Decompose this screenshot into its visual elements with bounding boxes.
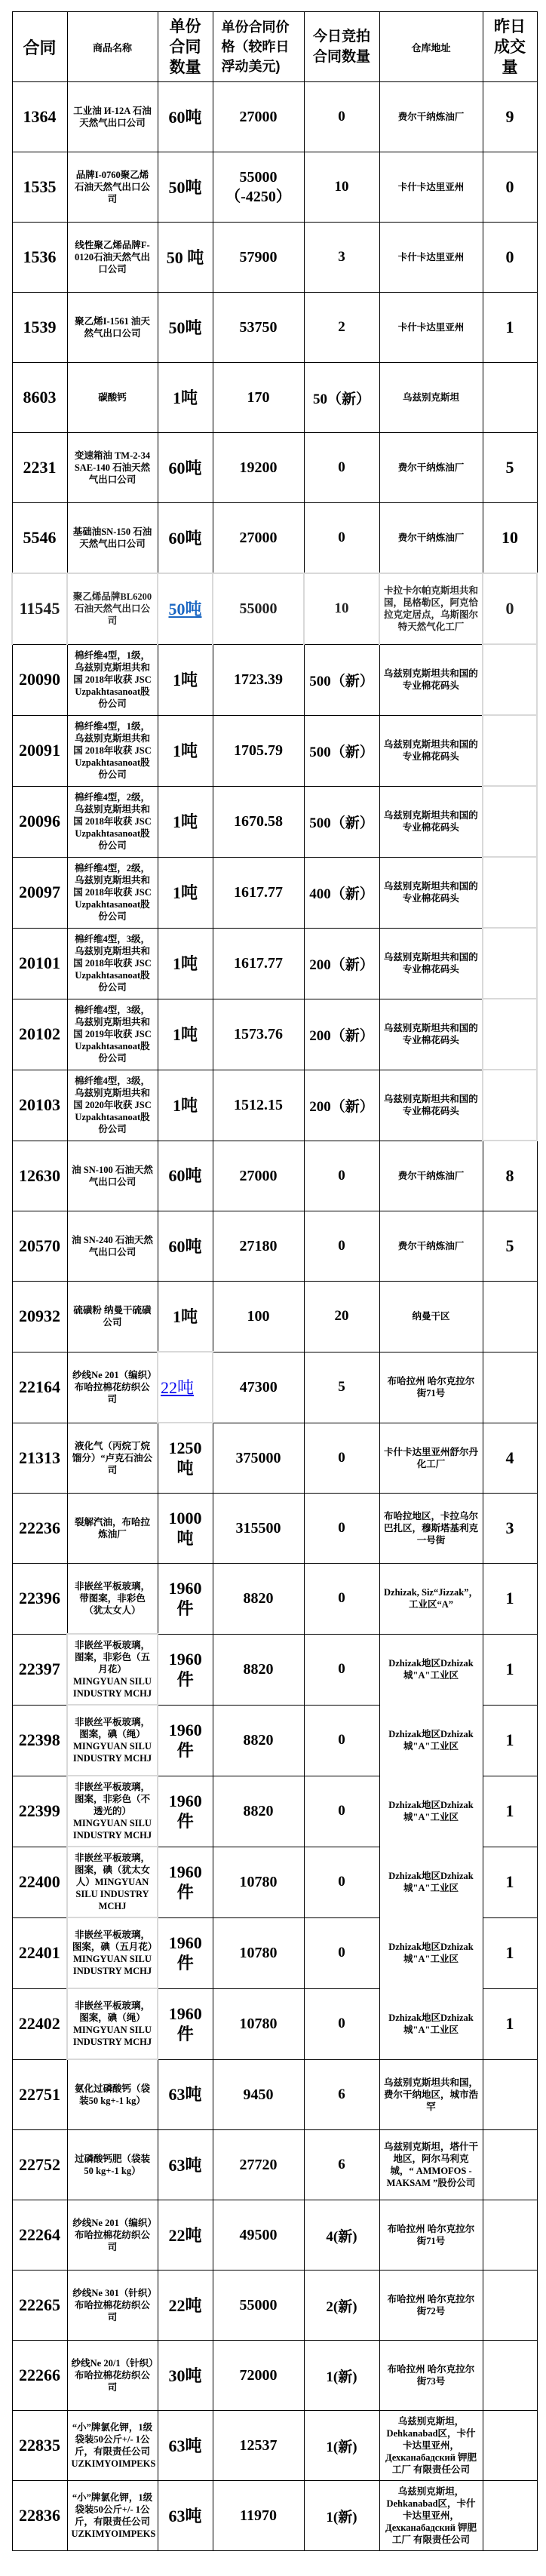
today-lot-count: 6: [304, 2130, 379, 2200]
unit-price: 8820: [213, 1776, 304, 1847]
table-row: [12, 2130, 537, 2200]
contract-number: 2231: [12, 433, 67, 503]
yesterday-volume: [483, 2059, 537, 2130]
unit-quantity: 1吨: [158, 786, 213, 857]
unit-price: 8820: [213, 1564, 304, 1635]
unit-quantity: 1960件: [158, 1705, 213, 1776]
table-row: [12, 2411, 537, 2481]
today-lot-count: 10: [304, 152, 379, 223]
today-lot-count: 1(新): [304, 2341, 379, 2411]
today-lot-count: 0: [304, 1423, 379, 1494]
today-lot-count: 20: [304, 1282, 379, 1352]
unit-quantity: 1960件: [158, 1988, 213, 2059]
contract-number: 11545: [12, 573, 67, 644]
unit-quantity: 63吨: [158, 2481, 213, 2551]
table-row: [12, 857, 537, 928]
product-name: 基础油SN-150 石油天然气出口公司: [67, 503, 158, 574]
product-name: 棉纤维4型，3级，乌兹别克斯坦共和国 2020年收获 JSC Uzpakhtasanoat股份公司: [67, 1070, 158, 1141]
yesterday-volume: 9: [483, 82, 537, 152]
contract-number: 1364: [12, 82, 67, 152]
yesterday-volume: [483, 2200, 537, 2271]
unit-quantity: 1960件: [158, 1776, 213, 1847]
table-row: [12, 1070, 537, 1141]
yesterday-volume: 1: [483, 1776, 537, 1847]
table-row: [12, 1494, 537, 1564]
warehouse-address: 布哈拉州 哈尔克拉尔街72号: [379, 2271, 483, 2341]
today-lot-count: 500（新）: [304, 715, 379, 786]
contract-number: 22397: [12, 1634, 67, 1705]
contract-number: 20101: [12, 928, 67, 999]
unit-quantity: 60吨: [158, 503, 213, 574]
yesterday-volume: 1: [483, 1634, 537, 1705]
yesterday-volume: [483, 857, 537, 928]
contract-number: 22400: [12, 1847, 67, 1917]
yesterday-volume: [483, 2481, 537, 2551]
product-name: 变速箱油 TM-2-34 SAE-140 石油天然气出口公司: [67, 433, 158, 503]
unit-quantity: 1960件: [158, 1634, 213, 1705]
unit-quantity: 1960件: [158, 1917, 213, 1988]
contract-number: 20932: [12, 1282, 67, 1352]
today-lot-count: 200（新）: [304, 999, 379, 1070]
table-row: [12, 928, 537, 999]
product-name: 线性聚乙烯品牌F-0120石油天然气出口公司: [67, 223, 158, 293]
yesterday-volume: [483, 2411, 537, 2481]
today-lot-count: 0: [304, 1705, 379, 1776]
table-row: [12, 1423, 537, 1494]
table-row: [12, 2200, 537, 2271]
product-name: 非嵌丝平板玻璃，图案，非彩色（不透光的）MINGYUAN SILU INDUSTRY MCHJ: [67, 1776, 158, 1847]
product-name: 非嵌丝平板玻璃，图案，碘（绳）MINGYUAN SILU INDUSTRY MCHJ: [67, 1705, 158, 1776]
yesterday-volume: [483, 1352, 537, 1423]
product-name: 油 SN-240 石油天然气出口公司: [67, 1211, 158, 1282]
yesterday-volume: 10: [483, 503, 537, 574]
unit-quantity: 60吨: [158, 433, 213, 503]
contract-number: 22236: [12, 1494, 67, 1564]
contract-number: 22836: [12, 2481, 67, 2551]
today-lot-count: 200（新）: [304, 1070, 379, 1141]
warehouse-address: 布哈拉州 哈尔克拉尔街73号: [379, 2341, 483, 2411]
warehouse-address: Dzhizak地区Dzhizak城"A"工业区: [379, 1634, 483, 1705]
yesterday-volume: [483, 2130, 537, 2200]
contract-number: 20091: [12, 715, 67, 786]
unit-price: 1723.39: [213, 644, 304, 715]
unit-price: 53750: [213, 293, 304, 363]
table-row: [12, 2271, 537, 2341]
warehouse-address: 纳曼干区: [379, 1282, 483, 1352]
table-row: [12, 2481, 537, 2551]
product-name: 纱线Ne 201（编织）布哈拉棉花纺织公司: [67, 1352, 158, 1423]
product-name: 聚乙烯品牌BL6200石油天然气出口公司: [67, 573, 158, 644]
yesterday-volume: 5: [483, 1211, 537, 1282]
unit-quantity: 1吨: [158, 363, 213, 433]
unit-price: 1670.58: [213, 786, 304, 857]
contract-number: 20096: [12, 786, 67, 857]
today-lot-count: 0: [304, 1988, 379, 2059]
warehouse-address: 卡拉卡尔帕克斯坦共和国，昆格勒区，阿克恰拉克定居点，乌斯图尔特天然气化工厂: [379, 573, 483, 644]
today-lot-count: 4(新): [304, 2200, 379, 2271]
table-row: [12, 82, 537, 152]
product-name: 纱线Ne 201（编织）布哈拉棉花纺织公司: [67, 2200, 158, 2271]
today-lot-count: 2(新): [304, 2271, 379, 2341]
today-lot-count: 200（新）: [304, 928, 379, 999]
today-lot-count: 0: [304, 1494, 379, 1564]
quantity-link[interactable]: 22吨: [161, 1377, 195, 1397]
unit-quantity: 1吨: [158, 928, 213, 999]
warehouse-address: 乌兹别克斯坦共和国的专业棉花码头: [379, 1070, 483, 1141]
header-product-name: 商品名称: [67, 12, 158, 82]
product-name: 油 SN-100 石油天然气出口公司: [67, 1141, 158, 1211]
header-row: [12, 12, 537, 82]
unit-price: 49500: [213, 2200, 304, 2271]
contract-number: 1539: [12, 293, 67, 363]
today-lot-count: 3: [304, 223, 379, 293]
unit-price: 47300: [213, 1352, 304, 1423]
table-row: [12, 1282, 537, 1352]
table-row: [12, 363, 537, 433]
contract-number: 22751: [12, 2059, 67, 2130]
header-unit-quantity: 单份合同数量: [158, 12, 213, 82]
product-name: 工业油 И-12A 石油天然气出口公司: [67, 82, 158, 152]
yesterday-volume: [483, 715, 537, 786]
unit-quantity: 63吨: [158, 2059, 213, 2130]
warehouse-address: 乌兹别克斯坦，塔什干地区，阿尔马利克城，“ AMMOFOS - MAKSAM ”股份公司: [379, 2130, 483, 2200]
warehouse-address: 费尔干纳炼油厂: [379, 1141, 483, 1211]
unit-price: 57900: [213, 223, 304, 293]
table-row: [12, 2059, 537, 2130]
contract-number: 22396: [12, 1564, 67, 1635]
contract-number: 8603: [12, 363, 67, 433]
product-name: 非嵌丝平板玻璃，图案，非彩色（五月花）MINGYUAN SILU INDUSTRY MCHJ: [67, 1634, 158, 1705]
contract-number: 20090: [12, 644, 67, 715]
warehouse-address: 乌兹别克斯坦共和国的专业棉花码头: [379, 644, 483, 715]
table-row: [12, 1705, 537, 1776]
warehouse-address: 费尔干纳炼油厂: [379, 503, 483, 574]
unit-price: 27180: [213, 1211, 304, 1282]
table-row: [12, 223, 537, 293]
unit-quantity: 1960件: [158, 1847, 213, 1917]
unit-quantity: 50吨: [158, 293, 213, 363]
yesterday-volume: [483, 2341, 537, 2411]
yesterday-volume: [483, 786, 537, 857]
warehouse-address: 乌兹别克斯坦，Dehkanabad区，卡什卡达里亚州，Дехканабадский 钾肥工厂 有限责任公司: [379, 2411, 483, 2481]
contract-number: 20102: [12, 999, 67, 1070]
unit-quantity: [158, 1352, 213, 1423]
yesterday-volume: 1: [483, 1564, 537, 1635]
yesterday-volume: [483, 1070, 537, 1141]
table-row: [12, 1988, 537, 2059]
unit-price: 11970: [213, 2481, 304, 2551]
warehouse-address: 乌兹别克斯坦，Dehkanabad区，卡什卡达里亚州，Дехканабадский 钾肥工厂 有限责任公司: [379, 2481, 483, 2551]
today-lot-count: 400（新）: [304, 857, 379, 928]
unit-price: 10780: [213, 1847, 304, 1917]
table-row: [12, 293, 537, 363]
yesterday-volume: 1: [483, 1705, 537, 1776]
warehouse-address: 卡什卡达里亚州: [379, 293, 483, 363]
unit-quantity: 1吨: [158, 1070, 213, 1141]
unit-price: 315500: [213, 1494, 304, 1564]
unit-price: 8820: [213, 1634, 304, 1705]
unit-quantity: 1吨: [158, 715, 213, 786]
unit-price: 170: [213, 363, 304, 433]
table-row: [12, 644, 537, 715]
table-row: [12, 1211, 537, 1282]
unit-quantity: 63吨: [158, 2130, 213, 2200]
warehouse-address: 布哈拉州 哈尔克拉尔街71号: [379, 2200, 483, 2271]
today-lot-count: 0: [304, 433, 379, 503]
today-lot-count: 0: [304, 1847, 379, 1917]
today-lot-count: 0: [304, 1634, 379, 1705]
today-lot-count: 0: [304, 1917, 379, 1988]
product-name: 棉纤维4型，1级，乌兹别克斯坦共和国 2018年收获 JSC Uzpakhtasanoat股份公司: [67, 715, 158, 786]
table-row: [12, 1776, 537, 1847]
product-name: 裂解汽油，布哈拉炼油厂: [67, 1494, 158, 1564]
header-warehouse: 仓库地址: [379, 12, 483, 82]
warehouse-address: 乌兹别克斯坦共和国的专业棉花码头: [379, 999, 483, 1070]
unit-quantity: 1960件: [158, 1564, 213, 1635]
table-row: [12, 1847, 537, 1917]
unit-quantity: [158, 573, 213, 644]
yesterday-volume: 0: [483, 152, 537, 223]
today-lot-count: 2: [304, 293, 379, 363]
today-lot-count: 1(新): [304, 2411, 379, 2481]
yesterday-volume: 1: [483, 293, 537, 363]
warehouse-address: 卡什卡达里亚州舒尔丹化工厂: [379, 1423, 483, 1494]
yesterday-volume: 1: [483, 1917, 537, 1988]
product-name: 非嵌丝平板玻璃，图案，碘（犹太女人）MINGYUAN SILU INDUSTRY MCHJ: [67, 1847, 158, 1917]
contract-number: 21313: [12, 1423, 67, 1494]
contract-number: 20103: [12, 1070, 67, 1141]
table-row: [12, 715, 537, 786]
yesterday-volume: 0: [483, 573, 537, 644]
unit-price: 1512.15: [213, 1070, 304, 1141]
unit-quantity: 60吨: [158, 1141, 213, 1211]
unit-price: 10780: [213, 1917, 304, 1988]
unit-price: 9450: [213, 2059, 304, 2130]
unit-quantity: 1250吨: [158, 1423, 213, 1494]
yesterday-volume: 3: [483, 1494, 537, 1564]
yesterday-volume: [483, 644, 537, 715]
warehouse-address: Dzhizak地区Dzhizak城"A"工业区: [379, 1917, 483, 1988]
yesterday-volume: [483, 2271, 537, 2341]
today-lot-count: 50（新）: [304, 363, 379, 433]
warehouse-address: 乌兹别克斯坦: [379, 363, 483, 433]
today-lot-count: 0: [304, 503, 379, 574]
unit-price: 1705.79: [213, 715, 304, 786]
unit-quantity: 22吨: [158, 2200, 213, 2271]
contract-number: 22164: [12, 1352, 67, 1423]
unit-quantity: 1吨: [158, 999, 213, 1070]
warehouse-address: Dzhizak, Siz“Jizzak”，工业区“A”: [379, 1564, 483, 1635]
unit-price: 55000: [213, 573, 304, 644]
warehouse-address: 卡什卡达里亚州: [379, 223, 483, 293]
header-unit-price: 单份合同价格（较昨日浮动美元): [213, 12, 304, 82]
unit-price: 72000: [213, 2341, 304, 2411]
unit-quantity: 1吨: [158, 1282, 213, 1352]
product-name: 非嵌丝平板玻璃，图案，碘（五月花）MINGYUAN SILU INDUSTRY MCHJ: [67, 1917, 158, 1988]
header-today-lots: 今日竞拍合同数量: [304, 12, 379, 82]
table-row: [12, 2341, 537, 2411]
contract-number: 22752: [12, 2130, 67, 2200]
product-name: 非嵌丝平板玻璃，图案，碘（绳）MINGYUAN SILU INDUSTRY MCHJ: [67, 1988, 158, 2059]
yesterday-volume: 8: [483, 1141, 537, 1211]
product-name: 碳酸钙: [67, 363, 158, 433]
yesterday-volume: [483, 999, 537, 1070]
yesterday-volume: 0: [483, 223, 537, 293]
unit-quantity: 1吨: [158, 644, 213, 715]
unit-price: 27000: [213, 503, 304, 574]
contract-number: 22835: [12, 2411, 67, 2481]
unit-price: 1617.77: [213, 928, 304, 999]
contract-number: 22401: [12, 1917, 67, 1988]
warehouse-address: 布哈拉州 哈尔克拉尔街71号: [379, 1352, 483, 1423]
contract-number: 22398: [12, 1705, 67, 1776]
contract-number: 22264: [12, 2200, 67, 2271]
yesterday-volume: [483, 1282, 537, 1352]
unit-price: 55000（-4250）: [213, 152, 304, 223]
contract-number: 1536: [12, 223, 67, 293]
table-row: [12, 999, 537, 1070]
product-name: 纱线Ne 20/1（针织）布哈拉棉花纺织公司: [67, 2341, 158, 2411]
table-row: [12, 1917, 537, 1988]
unit-price: 1573.76: [213, 999, 304, 1070]
warehouse-address: 费尔干纳炼油厂: [379, 82, 483, 152]
product-name: 棉纤维4型，2级，乌兹别克斯坦共和国 2018年收获 JSC Uzpakhtasanoat股份公司: [67, 786, 158, 857]
yesterday-volume: [483, 363, 537, 433]
yesterday-volume: 1: [483, 1988, 537, 2059]
yesterday-volume: [483, 928, 537, 999]
warehouse-address: 费尔干纳炼油厂: [379, 1211, 483, 1282]
unit-quantity: 22吨: [158, 2271, 213, 2341]
today-lot-count: 0: [304, 1776, 379, 1847]
table-row: [12, 1564, 537, 1635]
table-row: [12, 1141, 537, 1211]
warehouse-address: 布哈拉地区，卡拉乌尔巴扎区，穆斯塔基利克一号街: [379, 1494, 483, 1564]
unit-quantity: 63吨: [158, 2411, 213, 2481]
today-lot-count: 500（新）: [304, 786, 379, 857]
product-name: 棉纤维4型，3级，乌兹别克斯坦共和国 2018年收获 JSC Uzpakhtasanoat股份公司: [67, 928, 158, 999]
auction-contracts-table: [11, 11, 538, 2551]
warehouse-address: Dzhizak地区Dzhizak城"A"工业区: [379, 1776, 483, 1847]
product-name: 纱线Ne 301（针织）布哈拉棉花纺织公司: [67, 2271, 158, 2341]
product-name: 棉纤维4型，1级，乌兹别克斯坦共和国 2018年收获 JSC Uzpakhtasanoat股份公司: [67, 644, 158, 715]
product-name: “小”牌氯化钾，1级袋装50公斤+/- 1公斤，有限责任公司UZKIMYOIMPEKS: [67, 2411, 158, 2481]
header-contract: 合同: [12, 12, 67, 82]
product-name: 非嵌丝平板玻璃，带图案，非彩色（犹太女人）: [67, 1564, 158, 1635]
yesterday-volume: 5: [483, 433, 537, 503]
warehouse-address: 乌兹别克斯坦共和国的专业棉花码头: [379, 928, 483, 999]
contract-number: 12630: [12, 1141, 67, 1211]
unit-price: 10780: [213, 1988, 304, 2059]
today-lot-count: 500（新）: [304, 644, 379, 715]
warehouse-address: Dzhizak地区Dzhizak城"A"工业区: [379, 1705, 483, 1776]
header-yesterday-volume: 昨日成交量: [483, 12, 537, 82]
table-row: [12, 1352, 537, 1423]
warehouse-address: Dzhizak地区Dzhizak城"A"工业区: [379, 1988, 483, 2059]
today-lot-count: 5: [304, 1352, 379, 1423]
product-name: 液化气（丙烷丁烷馏分）“卢克石油公司: [67, 1423, 158, 1494]
today-lot-count: 6: [304, 2059, 379, 2130]
contract-number: 20097: [12, 857, 67, 928]
today-lot-count: 0: [304, 82, 379, 152]
unit-quantity: 50吨: [158, 152, 213, 223]
unit-quantity: 1吨: [158, 857, 213, 928]
table-row: [12, 503, 537, 574]
unit-price: 12537: [213, 2411, 304, 2481]
product-name: 棉纤维4型，3级，乌兹别克斯坦共和国 2019年收获 JSC Uzpakhtasanoat股份公司: [67, 999, 158, 1070]
product-name: 品牌I-0760聚乙烯 石油天然气出口公司: [67, 152, 158, 223]
table-row: [12, 786, 537, 857]
unit-quantity: 60吨: [158, 1211, 213, 1282]
today-lot-count: 0: [304, 1141, 379, 1211]
unit-price: 100: [213, 1282, 304, 1352]
unit-quantity: 1000吨: [158, 1494, 213, 1564]
table-row: [12, 1634, 537, 1705]
product-name: 过磷酸钙肥（袋装50 kg+-1 kg）: [67, 2130, 158, 2200]
product-name: 硫磺粉 纳曼干硫磺公司: [67, 1282, 158, 1352]
today-lot-count: 0: [304, 1564, 379, 1635]
table-row: [12, 433, 537, 503]
unit-quantity: 60吨: [158, 82, 213, 152]
today-lot-count: 1(新): [304, 2481, 379, 2551]
unit-price: 27000: [213, 82, 304, 152]
unit-quantity: 30吨: [158, 2341, 213, 2411]
warehouse-address: 乌兹别克斯坦共和国的专业棉花码头: [379, 786, 483, 857]
product-name: 氨化过磷酸钙（袋装50 kg+-1 kg）: [67, 2059, 158, 2130]
table-row: [12, 152, 537, 223]
unit-price: 1617.77: [213, 857, 304, 928]
warehouse-address: Dzhizak地区Dzhizak城"A"工业区: [379, 1847, 483, 1917]
today-lot-count: 10: [304, 573, 379, 644]
contract-number: 22399: [12, 1776, 67, 1847]
warehouse-address: 费尔干纳炼油厂: [379, 433, 483, 503]
product-name: 聚乙烯I-1561 油天然气出口公司: [67, 293, 158, 363]
warehouse-address: 卡什卡达里亚州: [379, 152, 483, 223]
yesterday-volume: 1: [483, 1847, 537, 1917]
contract-number: 20570: [12, 1211, 67, 1282]
warehouse-address: 乌兹别克斯坦共和国的专业棉花码头: [379, 857, 483, 928]
unit-quantity: 50 吨: [158, 223, 213, 293]
yesterday-volume: 4: [483, 1423, 537, 1494]
unit-price: 375000: [213, 1423, 304, 1494]
unit-price: 27000: [213, 1141, 304, 1211]
today-lot-count: 0: [304, 1211, 379, 1282]
unit-price: 55000: [213, 2271, 304, 2341]
contract-number: 5546: [12, 503, 67, 574]
contract-number: 22402: [12, 1988, 67, 2059]
warehouse-address: 乌兹别克斯坦共和国的专业棉花码头: [379, 715, 483, 786]
unit-price: 27720: [213, 2130, 304, 2200]
contract-number: 1535: [12, 152, 67, 223]
warehouse-address: 乌兹别克斯坦共和国，费尔干纳地区，城市浩罕: [379, 2059, 483, 2130]
contract-number: 22266: [12, 2341, 67, 2411]
contract-number: 22265: [12, 2271, 67, 2341]
product-name: “小”牌氯化钾，1级袋装50公斤+/- 1公斤，有限责任公司UZKIMYOIMPEKS: [67, 2481, 158, 2551]
quantity-link[interactable]: 50吨: [168, 599, 202, 619]
table-row: [12, 573, 537, 644]
product-name: 棉纤维4型，2级，乌兹别克斯坦共和国 2018年收获 JSC Uzpakhtasanoat股份公司: [67, 857, 158, 928]
unit-price: 8820: [213, 1705, 304, 1776]
unit-price: 19200: [213, 433, 304, 503]
